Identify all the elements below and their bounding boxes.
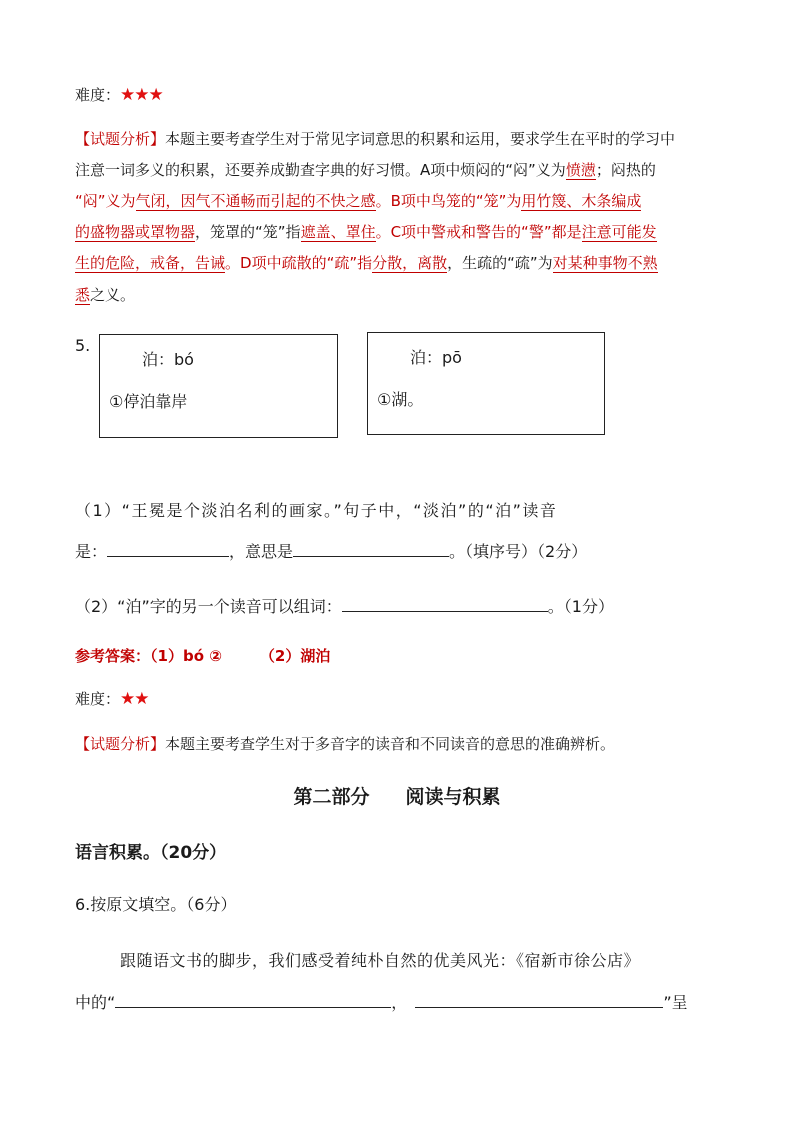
- sub1-text: 。（填序号）（2分）: [449, 542, 588, 561]
- q6-text: ”呈: [663, 993, 688, 1012]
- analysis-tag: 【试题分析】: [75, 735, 166, 753]
- difficulty-stars: ★★★: [120, 85, 163, 105]
- answer-blank-reading[interactable]: [107, 555, 229, 557]
- analysis-text: 。C项中警戒和警告的“警”都是: [375, 223, 582, 241]
- q6-text: 中的“: [75, 993, 116, 1012]
- q6-title: 6.按原文填空。（6分）: [75, 895, 237, 914]
- analysis-underline: 的盛物器或罩物器: [75, 223, 196, 241]
- q6-line-2: [75, 990, 688, 1013]
- q5-sub2: [75, 594, 614, 617]
- analysis-underline: 对某种事物不熟: [552, 254, 658, 272]
- sub2-text: 。（1分）: [547, 597, 614, 616]
- card-heading: 泊：bó: [142, 350, 194, 369]
- analysis-text: 之义。: [90, 286, 136, 304]
- card-item: ①湖。: [377, 390, 424, 409]
- sub1-text: 是：: [75, 542, 108, 561]
- analysis-text: ，生疏的“疏”为: [447, 254, 553, 272]
- q4-difficulty: [75, 84, 163, 105]
- analysis-underline: 气闭，因气不通畅而引起的不快之感: [135, 192, 376, 210]
- q5-answer: [75, 645, 330, 666]
- analysis-text: 注意一词多义的积累，还要养成勤查字典的好习惯。A项中烦闷的“闷”义为: [75, 161, 566, 179]
- fill-blank-2[interactable]: [415, 1006, 663, 1008]
- analysis-underline: 用竹篾、木条编成: [521, 192, 642, 210]
- analysis-underline: 愤懑: [565, 161, 596, 179]
- q5-number: 5.: [75, 336, 91, 355]
- analysis-text: 。D项中疏散的“疏”指: [225, 254, 373, 272]
- card-item: ①停泊靠岸: [109, 392, 188, 411]
- part-heading-number: 第二部分: [293, 786, 370, 808]
- answer-label: 参考答案：: [75, 647, 151, 665]
- sub2-text: （2）“泊”字的另一个读音可以组词：: [75, 597, 342, 616]
- q4-analysis-line-2: [75, 159, 656, 180]
- analysis-text: 本题主要考查学生对于多音字的读音和不同读音的意思的准确辨析。: [165, 735, 616, 753]
- part-heading-title: 阅读与积累: [405, 786, 501, 808]
- answer-part-1: （1）bó ②: [150, 647, 222, 665]
- analysis-text: 。B项中鸟笼的“笼”为: [375, 192, 522, 210]
- difficulty-stars: ★★: [120, 689, 149, 709]
- analysis-tag: 【试题分析】: [75, 130, 166, 148]
- pronunciation-card-po: [367, 332, 605, 435]
- q4-analysis-line-6: [75, 284, 135, 305]
- difficulty-label: 难度：: [75, 86, 121, 104]
- sub1-text: ，意思是: [229, 542, 294, 561]
- analysis-text: 本题主要考查学生对于常见字词意思的积累和运用，要求学生在平时的学习中: [165, 130, 676, 148]
- q4-analysis-line-5: [75, 252, 658, 273]
- analysis-text: “闷”义为: [75, 192, 136, 210]
- q6-text: ，: [391, 993, 408, 1012]
- analysis-underline: 分散，离散: [372, 254, 448, 272]
- q5-sub1-line-2: [75, 539, 587, 562]
- difficulty-label: 难度：: [75, 690, 121, 708]
- answer-part-2: （2）湖泊: [259, 647, 331, 665]
- analysis-text: ；闷热的: [595, 161, 656, 179]
- card-heading: 泊：pō: [410, 348, 462, 367]
- q5-analysis: [75, 733, 615, 754]
- analysis-underline: 生的危险，戒备，告诫: [75, 254, 226, 272]
- q4-analysis-line-3: [75, 190, 641, 211]
- analysis-underline: 悉: [75, 286, 91, 304]
- answer-blank-meaning[interactable]: [293, 555, 449, 557]
- q5-difficulty: [75, 688, 149, 709]
- q4-analysis-line-4: [75, 221, 657, 242]
- fill-blank-1[interactable]: [115, 1006, 391, 1008]
- q5-sub1-line-1: （1）“王冕是个淡泊名利的画家。”句子中，“淡泊”的“泊”读音: [75, 501, 558, 520]
- analysis-text: ，笼罩的“笼”指: [195, 223, 301, 241]
- pronunciation-card-bo: [99, 334, 338, 438]
- q4-analysis-line-1: [75, 128, 675, 149]
- section-title: 语言积累。（20分）: [75, 843, 227, 863]
- part-heading: [0, 782, 794, 809]
- q6-line-1: 跟随语文书的脚步，我们感受着纯朴自然的优美风光：《宿新市徐公店》: [120, 951, 641, 970]
- answer-blank-word[interactable]: [342, 610, 548, 612]
- analysis-underline: 遮盖、罩住: [300, 223, 376, 241]
- analysis-underline: 注意可能发: [581, 223, 657, 241]
